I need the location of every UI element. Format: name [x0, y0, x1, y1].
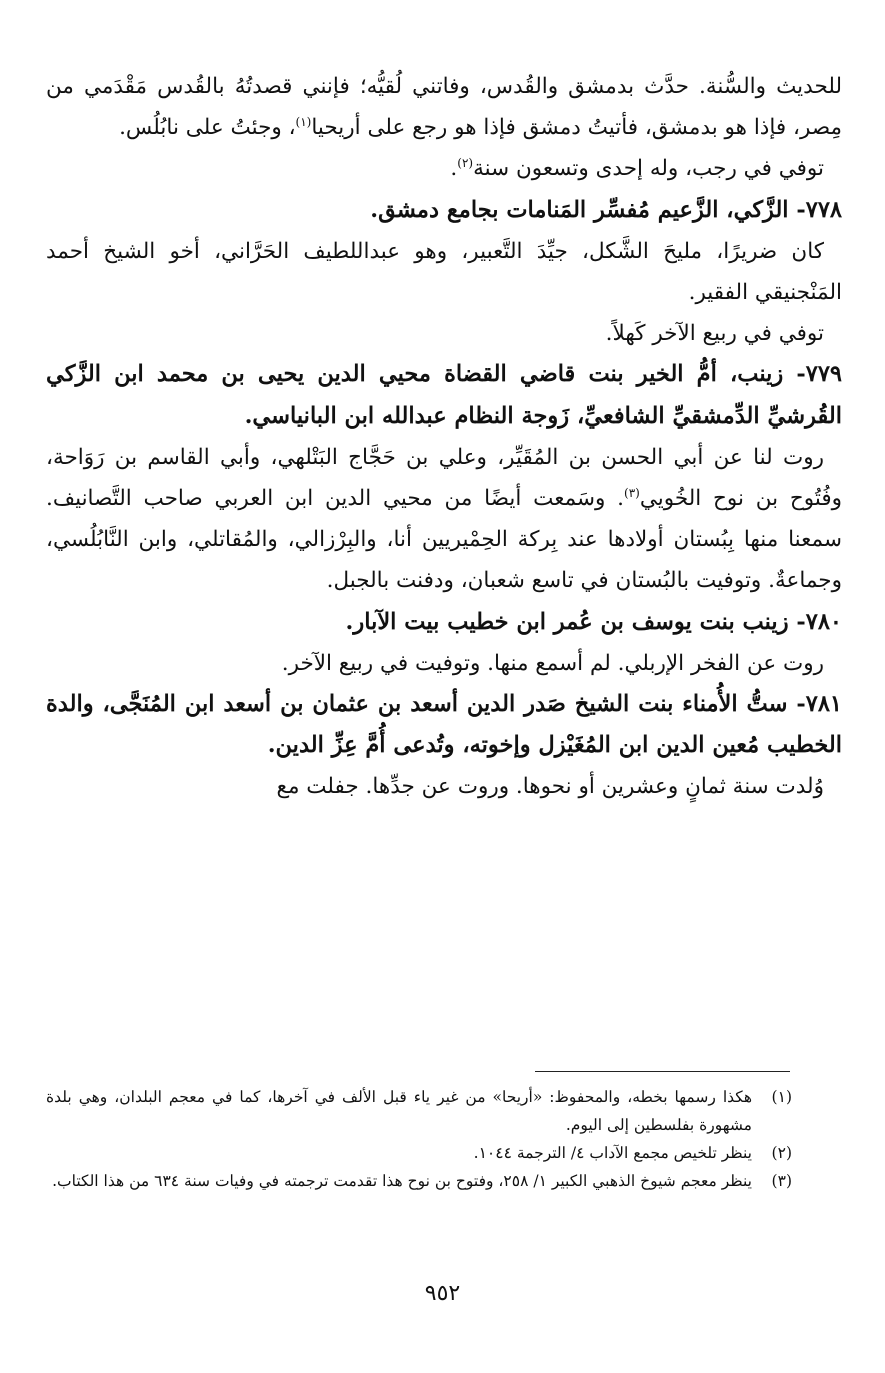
footnote-number: (١): [771, 1088, 792, 1106]
footnote-ref[interactable]: (٢): [457, 156, 474, 171]
paragraph-779-bio: روت لنا عن أبي الحسن بن المُقَيِّر، وعلي بن حَجَّاج البَتْلهي، وأبي القاسم بن رَوَاحة، وفُتُوح بن نوح الخُويي$^{(٣)}$. وسَمعت أيضًا من محيي الدين ابن العربي صاحب التَّصانيف. سمعنا منها بِبُستان أولادها عند بِركة الحِمْيريين أنا، والبِرْزالي، والمُقاتلي، وابن النَّابُلُسي، وجماعةٌ. وتوفيت بالبُستان في تاسع شعبان، ودفنت بالجبل.: [46, 444, 842, 594]
paragraph-780-bio: روت عن الفخر الإربلي. لم أسمع منها. وتوفيت في ربيع الآخر.: [281, 650, 824, 676]
paragraph-continuation: للحديث والسُّنة. حدَّث بدمشق والقُدس، وفاتني لُقيُّه؛ فإنني قصدتُهُ بالقُدس مَقْدَمي من مِصر، فإذا هو بدمشق، فأتيتُ دمشق فإذا هو رجع على أريحيا$^{(١)}$، وجئتُ على نابُلُس.: [46, 74, 842, 141]
page-number: ٩٥٢: [424, 1281, 461, 1306]
footnote-text: ينظر معجم شيوخ الذهبي الكبير ١/ ٢٥٨، وفتوح بن نوح هذا تقدمت ترجمته في وفيات سنة ٦٣٤ من هذا الكتاب.: [52, 1172, 752, 1190]
entry-heading-780: ٧٨٠- زينب بنت يوسف بن عُمر ابن خطيب بيت الآبار.: [345, 608, 842, 635]
footnote-ref[interactable]: (٣): [624, 485, 640, 500]
main-text: [46, 66, 842, 808]
paragraph-778-bio: كان ضريرًا، مليحَ الشَّكل، جيِّدَ التَّعبير، وهو عبداللطيف الحَرَّاني، أخو الشيخ أحمد المَنْجنيقي الفقير.: [46, 238, 842, 306]
footnote-number: (٢): [771, 1144, 792, 1162]
footnote-number: (٣): [771, 1172, 792, 1190]
entry-heading-779: ٧٧٩- زينب، أمُّ الخير بنت قاضي القضاة محيي الدين يحيى بن محمد ابن الزَّكي القُرشيِّ الدِّمشقيِّ الشافعيِّ، زَوجة النظام عبدالله ابن البانياسي.: [46, 361, 842, 429]
entry-heading-781: ٧٨١- ستُّ الأُمناء بنت الشيخ صَدر الدين أسعد بن عثمان بن أسعد ابن المُنَجَّى، والدة الخطيب مُعين الدين ابن المُغَيْزل وإخوته، وتُدعى أُمَّ عِزِّ الدين.: [46, 691, 842, 759]
footnote-3: [46, 1167, 792, 1195]
footnote-text: هكذا رسمها بخطه، والمحفوظ: «أريحا» من غير ياء قبل الألف في آخرها، كما في معجم البلدان، وهي بلدة مشهورة بفلسطين إلى اليوم.: [46, 1088, 752, 1134]
footnote-ref[interactable]: (١): [295, 115, 312, 130]
footnote-2: [46, 1139, 792, 1167]
footnotes: [46, 1083, 792, 1195]
footnote-1: [46, 1083, 792, 1139]
entry-heading-778: ٧٧٨- الزَّكي، الزَّعيم مُفسِّر المَنامات بجامع دمشق.: [370, 196, 842, 223]
footnote-text: ينظر تلخيص مجمع الآداب ٤/ الترجمة ١٠٤٤.: [473, 1144, 752, 1162]
paragraph-death-note: توفي في رجب، وله إحدى وتسعون سنة$^{(٢)}$.: [450, 156, 824, 182]
footnote-divider: [535, 1071, 790, 1072]
paragraph-778-death: توفي في ربيع الآخر كَهلاً.: [605, 321, 824, 347]
paragraph-781-bio: وُلدت سنة ثمانٍ وعشرين أو نحوها. وروت عن جدِّها. جفلت مع: [276, 774, 824, 800]
